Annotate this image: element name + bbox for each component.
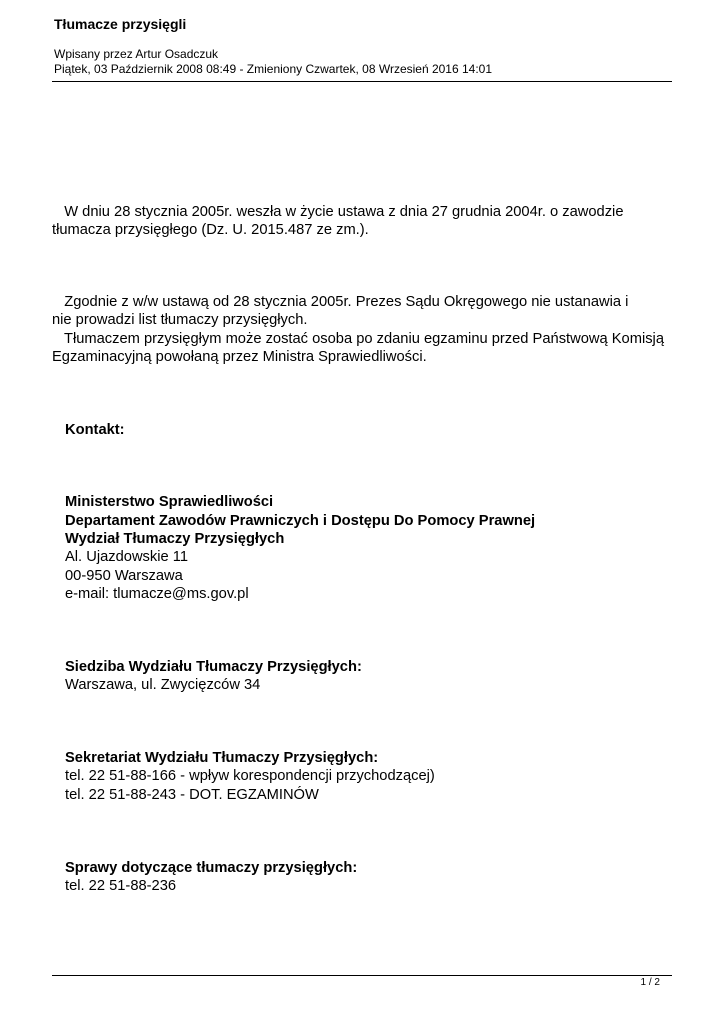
secretariat-phone-2: tel. 22 51-88-243 - DOT. EGZAMINÓW [65, 787, 319, 803]
seat-heading: Siedziba Wydziału Tłumaczy Przysięgłych: [65, 659, 362, 675]
paragraph-2-line-3: Tłumaczem przysięgłym może zostać osoba po zdaniu egzaminu przed Państwową Komisją [52, 331, 664, 347]
seat-address: Warszawa, ul. Zwycięzców 34 [65, 677, 261, 693]
matters-phone: tel. 22 51-88-236 [65, 878, 177, 894]
author-line: Wpisany przez Artur Osadczuk [54, 47, 219, 61]
header-divider [52, 81, 672, 82]
page-title: Tłumacze przysięgli [54, 16, 187, 32]
paragraph-1-line-1: W dniu 28 stycznia 2005r. weszła w życie ustawa z dnia 27 grudnia 2004r. o zawodzie [52, 204, 624, 220]
paragraph-2-line-2: nie prowadzi list tłumaczy przysięgłych. [52, 312, 308, 328]
paragraph-2-line-1: Zgodnie z w/w ustawą od 28 stycznia 2005r. Prezes Sądu Okręgowego nie ustanawia i [52, 294, 629, 310]
email-address[interactable]: e-mail: tlumacze@ms.gov.pl [65, 586, 249, 602]
department-name: Departament Zawodów Prawniczych i Dostępu Do Pomocy Prawnej [65, 513, 536, 529]
page-number: 1 / 2 [640, 977, 660, 988]
street-address: Al. Ujazdowskie 11 [65, 549, 188, 565]
postal-city: 00-950 Warszawa [65, 568, 183, 584]
matters-heading: Sprawy dotyczące tłumaczy przysięgłych: [65, 860, 358, 876]
secretariat-phone-1: tel. 22 51-88-166 - wpływ korespondencji przychodzącej) [65, 768, 435, 784]
paragraph-2-line-4: Egzaminacyjną powołaną przez Ministra Sprawiedliwości. [52, 349, 427, 365]
secretariat-heading: Sekretariat Wydziału Tłumaczy Przysięgłych: [65, 750, 379, 766]
contact-heading: Kontakt: [65, 422, 125, 438]
dates-line: Piątek, 03 Październik 2008 08:49 - Zmieniony Czwartek, 08 Wrzesień 2016 14:01 [54, 62, 493, 76]
division-name: Wydział Tłumaczy Przysięgłych [65, 531, 285, 547]
ministry-name: Ministerstwo Sprawiedliwości [65, 494, 274, 510]
footer-divider [52, 975, 672, 976]
paragraph-1-line-2: tłumacza przysięgłego (Dz. U. 2015.487 ze zm.). [52, 222, 369, 238]
